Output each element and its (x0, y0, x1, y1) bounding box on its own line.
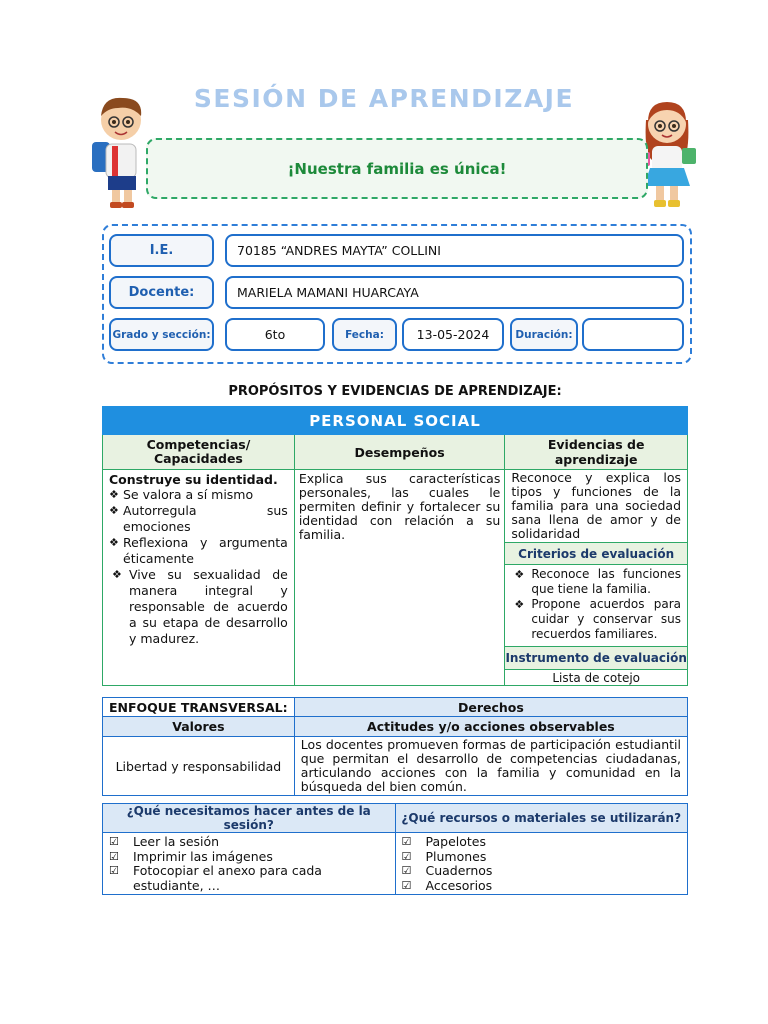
purposes-section-title: PROPÓSITOS Y EVIDENCIAS DE APRENDIZAJE: (228, 384, 562, 399)
list-item: ☑ Imprimir las imágenes (109, 848, 273, 864)
checkbox-icon: ☑ (401, 835, 412, 848)
checkbox-icon: ☑ (401, 864, 412, 877)
list-item: ☑ Fotocopiar el anexo para cada estudiante, … (109, 863, 322, 893)
evidencia-cell: Reconoce y explica los tipos y funciones de la familia para una sociedad sana llena de amor y de solidaridad (505, 470, 688, 543)
list-item: ☑ Leer la sesión (109, 834, 220, 849)
diamond-bullet-icon: ❖ (112, 568, 122, 581)
evidencias-header: Evidencias de aprendizaje (505, 435, 688, 470)
enfoque-label: ENFOQUE TRANSVERSAL: (103, 698, 295, 717)
competencias-header: Competencias/ Capacidades (103, 435, 295, 470)
area-header: PERSONAL SOCIAL (103, 407, 688, 435)
recursos-cell (395, 833, 688, 895)
actitud-cell: Los docentes promueven formas de participación estudiantil que permitan el desarrollo de competencias ciudadanas, articulando acciones con la familia y comunidad en la búsqueda del bien común. (294, 737, 687, 796)
preparation-table (102, 803, 688, 895)
antes-list (103, 835, 395, 893)
session-title-banner: ¡Nuestra familia es única! (146, 138, 648, 199)
list-item: ❖ Reconoce las funciones que tiene la familia. (514, 567, 681, 596)
valor-cell: Libertad y responsabilidad (103, 737, 295, 796)
page-title: SESIÓN DE APRENDIZAJE (193, 84, 575, 113)
diamond-bullet-icon: ❖ (109, 488, 119, 501)
checkbox-icon: ☑ (109, 835, 119, 848)
list-item: ❖ Se valora a sí mismo (109, 487, 254, 502)
recursos-header: ¿Qué recursos o materiales se utilizarán? (395, 804, 688, 833)
diamond-bullet-icon: ❖ (514, 598, 525, 611)
capacidades-list (109, 487, 288, 647)
list-item: ❖ Vive su sexualidad de manera integral y responsable de acuerdo a su etapa de desarrollo y madurez. (112, 567, 288, 646)
actitudes-header: Actitudes y/o acciones observables (294, 717, 687, 737)
antes-header: ¿Qué necesitamos hacer antes de la sesión? (103, 804, 396, 833)
list-item: ☑ Papelotes (401, 834, 486, 849)
info-panel (102, 224, 692, 364)
diamond-bullet-icon: ❖ (109, 504, 119, 517)
list-item: ☑ Accesorios (401, 877, 493, 893)
ie-label: I.E. (109, 234, 214, 267)
checkbox-icon: ☑ (109, 849, 119, 863)
list-item: ❖ Reflexiona y argumenta éticamente (109, 535, 288, 566)
fecha-label: Fecha: (332, 318, 397, 351)
docente-label: Docente: (109, 276, 214, 309)
recursos-list (396, 835, 688, 893)
competencia-title: Construye su identidad. (109, 472, 278, 487)
antes-cell (103, 833, 396, 895)
criterios-list (511, 567, 681, 642)
purposes-table (102, 406, 688, 686)
enfoque-table (102, 697, 688, 796)
list-item: ❖ Propone acuerdos para cuidar y conservar sus recuerdos familiares. (514, 597, 681, 641)
list-item: ☑ Cuadernos (401, 863, 493, 878)
criterios-header: Criterios de evaluación (505, 543, 688, 565)
list-item: ❖ Autorregula sus emociones (109, 503, 288, 534)
criterios-cell (505, 565, 688, 647)
desempenos-header: Desempeños (294, 435, 505, 470)
grado-field: 6to (225, 318, 325, 351)
checkbox-icon: ☑ (401, 849, 412, 863)
grado-label: Grado y sección: (109, 318, 214, 351)
checkbox-icon: ☑ (401, 878, 412, 892)
list-item: ☑ Plumones (401, 848, 487, 864)
diamond-bullet-icon: ❖ (109, 536, 119, 549)
enfoque-value: Derechos (294, 698, 687, 717)
duracion-label: Duración: (510, 318, 578, 351)
docente-field: MARIELA MAMANI HUARCAYA (225, 276, 684, 309)
ie-field: 70185 “ANDRES MAYTA” COLLINI (225, 234, 684, 267)
valores-header: Valores (103, 717, 295, 737)
checkbox-icon: ☑ (109, 864, 119, 877)
instrumento-cell: Lista de cotejo (505, 670, 688, 686)
boy-student-illustration (88, 92, 154, 212)
duracion-field (582, 318, 684, 351)
instrumento-header: Instrumento de evaluación (505, 647, 688, 670)
fecha-field: 13-05-2024 (402, 318, 504, 351)
desempeno-cell: Explica sus características personales, las cuales le permiten definir y fortalecer su identidad con relación a su familia. (294, 470, 505, 686)
diamond-bullet-icon: ❖ (514, 568, 525, 581)
competencias-cell (103, 470, 295, 686)
